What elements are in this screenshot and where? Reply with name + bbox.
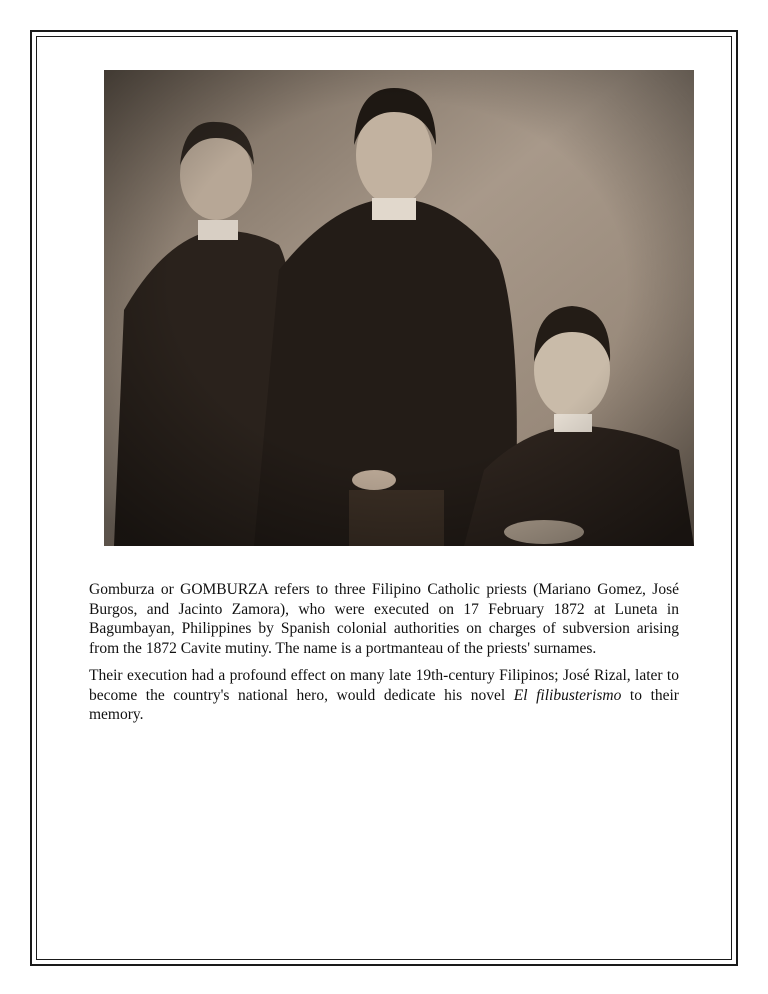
paragraph-legacy-after: to their memory. (89, 686, 679, 723)
paragraph-intro: Gomburza or GOMBURZA refers to three Filipino Catholic priests (Mariano Gomez, José Burgos, and Jacinto Zamora), who were executed on 17 February 1872 at Luneta in Bagumbayan, Philippines by Spanish colonial authorities on charges of subversion arising from the 1872 Cavite mutiny. The name is a portmanteau of the priests' surnames. (89, 581, 679, 657)
sepia-portrait-image (104, 70, 694, 546)
paragraph-legacy (89, 666, 679, 725)
gomburza-photograph (104, 70, 694, 546)
article-text (89, 580, 679, 733)
paragraph-legacy-before: Their execution had a profound effect on many late 19th-century Filipinos; José Rizal, later to become the country's national hero, would dedicate his novel (89, 667, 679, 704)
novel-title: El filibusterismo (513, 686, 622, 704)
